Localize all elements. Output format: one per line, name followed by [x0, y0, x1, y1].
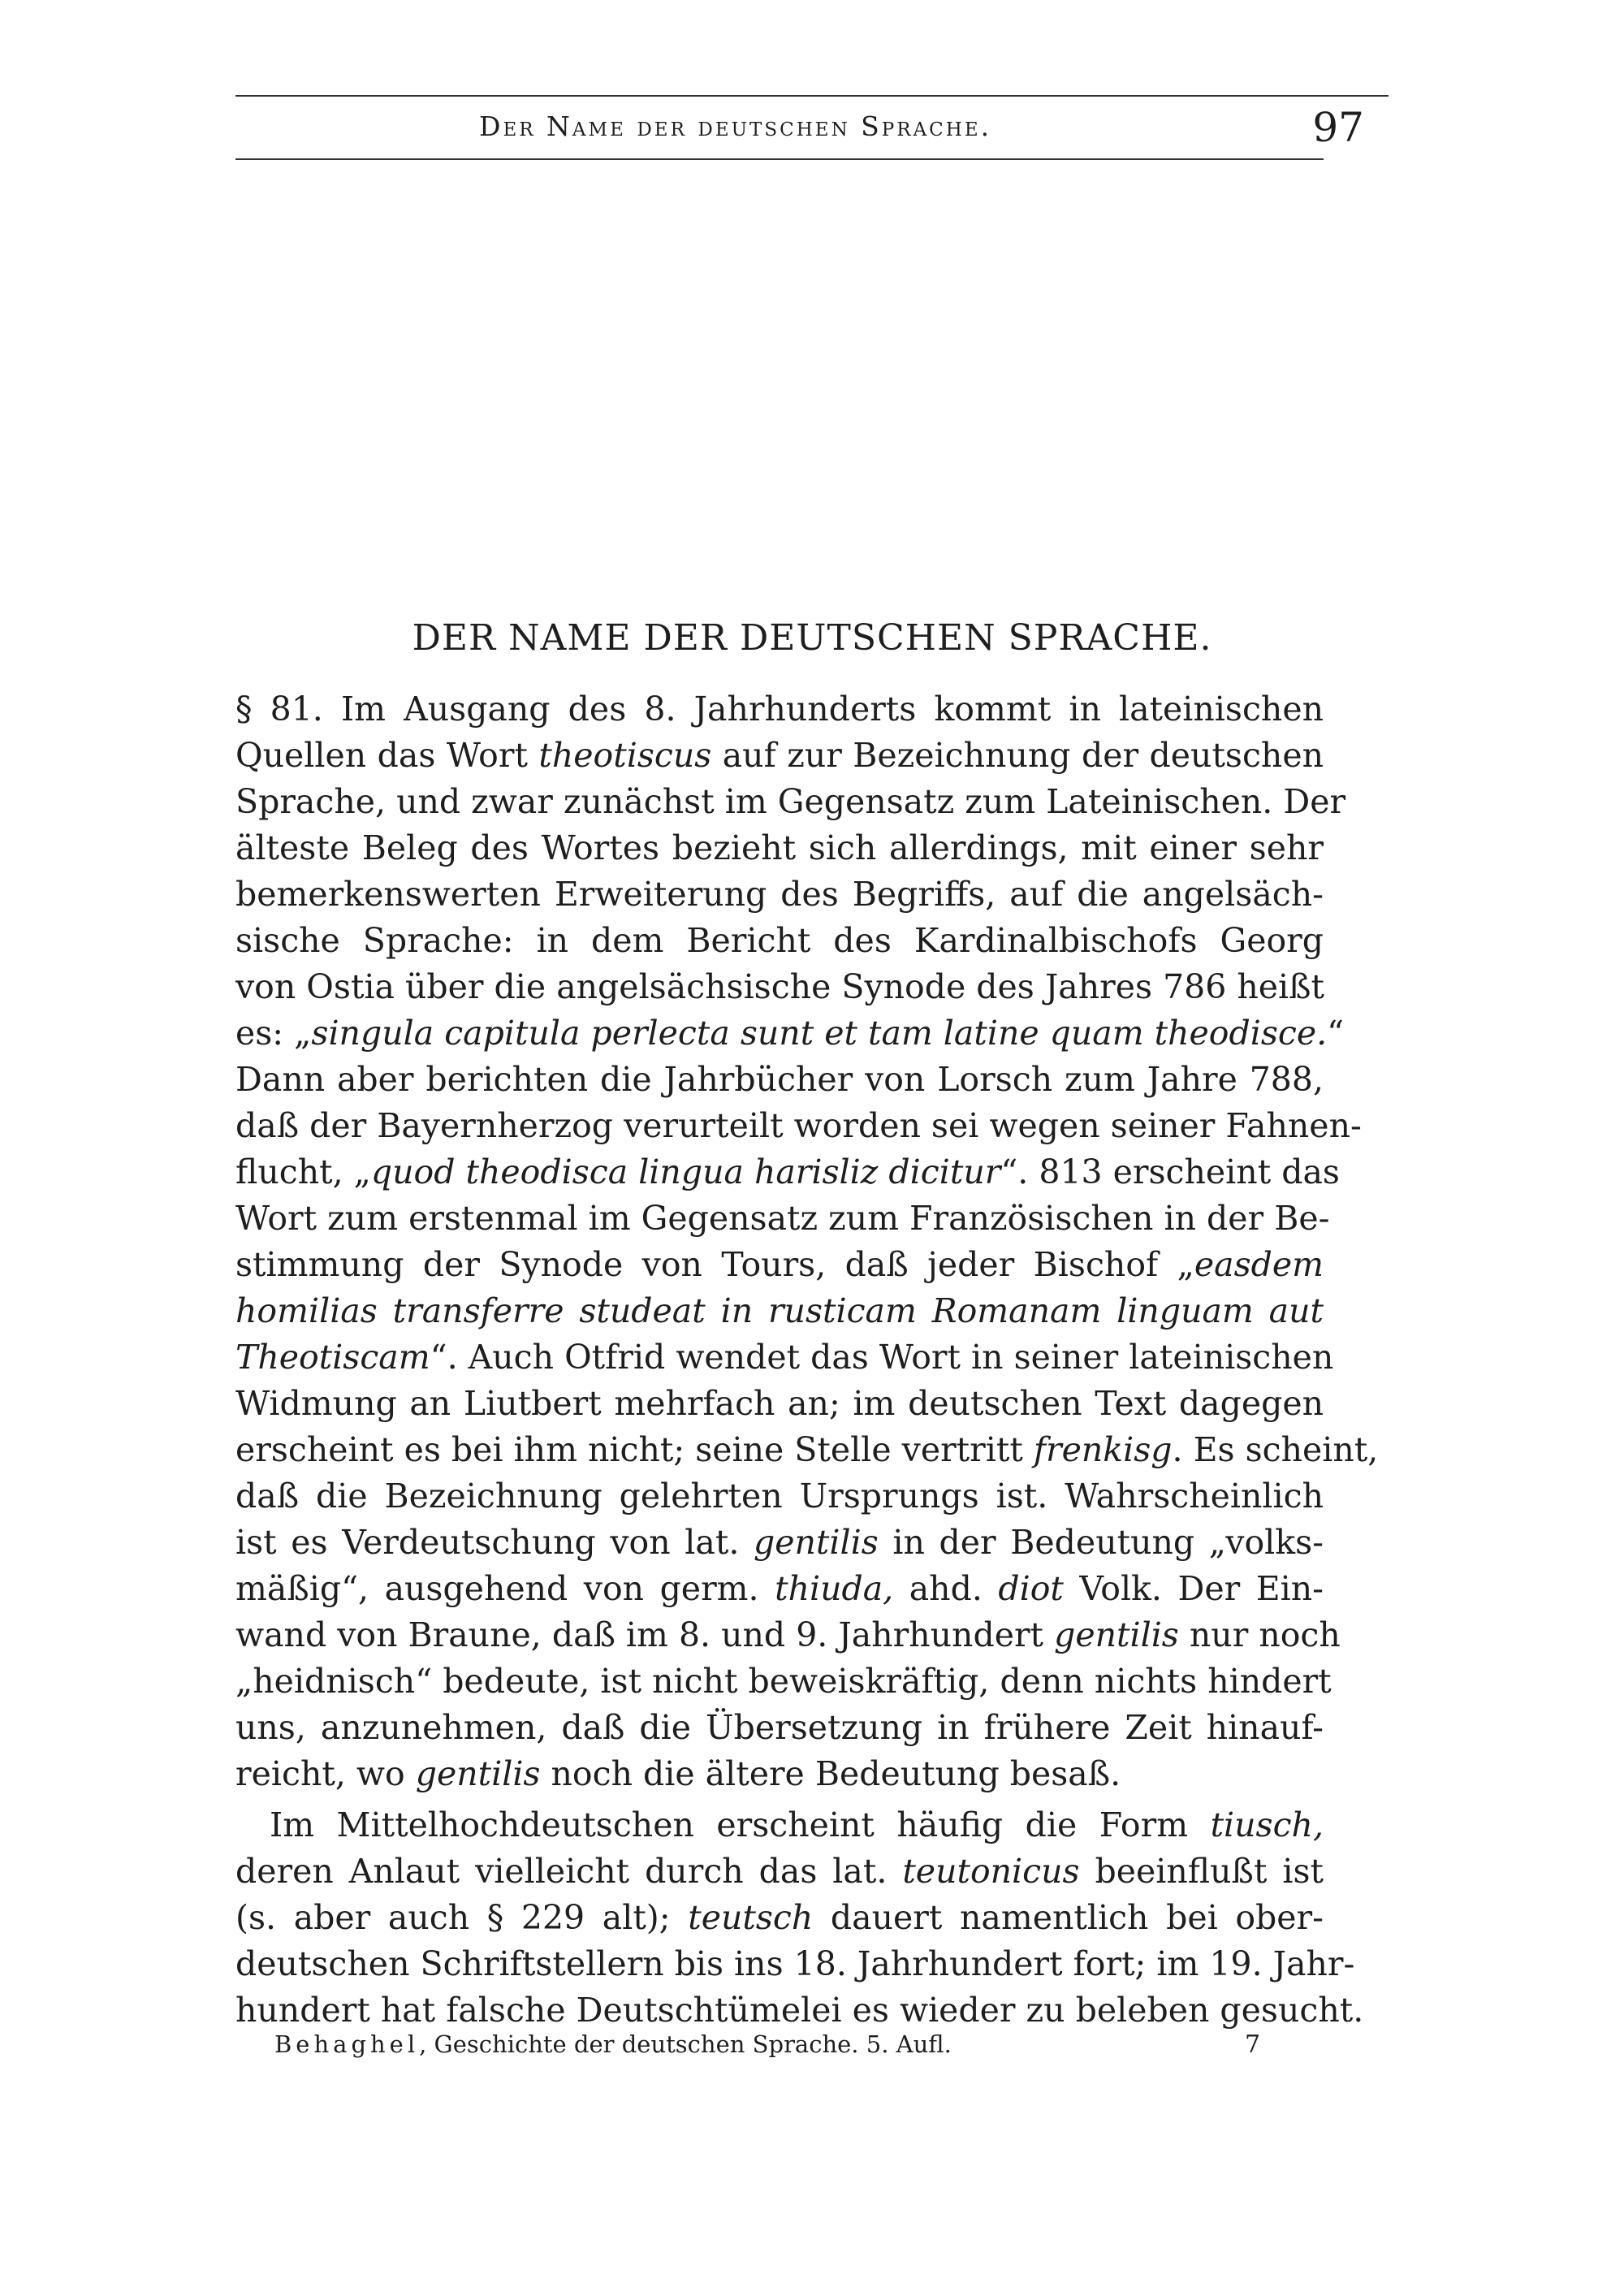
text-line [235, 1751, 1324, 1797]
italic-segment: gentilis [753, 1523, 879, 1562]
text-line [235, 1658, 1332, 1705]
text-segment: nur noch [1178, 1615, 1341, 1654]
signature-mark: 7 [1245, 2030, 1261, 2059]
italic-segment: gentilis [1054, 1615, 1179, 1654]
text-segment: noch die ältere Bedeutung besaß. [540, 1754, 1121, 1793]
italic-segment: tiusch, [1210, 1805, 1324, 1844]
text-line [235, 1427, 1379, 1473]
text-segment: wand von Braune, daß im 8. und 9. Jahrhundert [235, 1615, 1055, 1654]
body-text [235, 686, 1379, 2034]
text-segment: “. 813 erscheint das [1000, 1152, 1340, 1191]
footer-work: , Geschichte der deutschen Sprache. 5. Aufl. [419, 2030, 952, 2058]
text-line [235, 1705, 1324, 1751]
text-segment: stimmung der Synode von Tours, daß jeder Bischof „ [235, 1245, 1194, 1284]
italic-segment: quod theodisca lingua harisliz dicitur [370, 1152, 1001, 1191]
text-segment: Quellen das Wort [235, 736, 539, 775]
text-line [235, 1334, 1334, 1381]
text-segment: flucht, „ [235, 1152, 371, 1191]
text-line [235, 1288, 1324, 1334]
header-rule-bottom [235, 158, 1324, 160]
text-line [235, 1520, 1324, 1566]
text-segment: „heidnisch“ bedeute, ist nicht beweiskräftig, denn nichts hindert [235, 1662, 1332, 1701]
page-number: 97 [1312, 104, 1364, 151]
italic-segment: frenkisg [1033, 1430, 1173, 1469]
text-segment: reicht, wo [235, 1754, 416, 1793]
italic-segment: teutonicus [902, 1852, 1080, 1891]
text-line [235, 1057, 1324, 1103]
text-segment: Dann aber berichten die Jahrbücher von Lorsch zum Jahre 788, [235, 1060, 1324, 1099]
running-head [235, 104, 1389, 153]
italic-segment: singula capitula perlecta sunt et tam latine quam theodisce. [311, 1014, 1328, 1053]
text-line [235, 964, 1324, 1010]
text-segment: bemerkenswerten Erweiterung des Begriffs, auf die angelsäch- [235, 875, 1324, 914]
text-segment: ahd. [893, 1569, 999, 1608]
text-line [235, 1103, 1362, 1149]
text-segment: ist es Verdeutschung von lat. [235, 1523, 754, 1562]
text-line [235, 1987, 1364, 2034]
italic-segment: diot [998, 1569, 1064, 1608]
text-line [235, 733, 1324, 779]
text-segment: daß der Bayernherzog verurteilt worden sei wegen seiner Fahnen- [235, 1106, 1362, 1145]
text-line [235, 686, 1324, 733]
text-segment: Im Mittelhochdeutschen erscheint häufig die Form [270, 1805, 1211, 1844]
text-line [235, 1149, 1340, 1196]
italic-segment: theotiscus [538, 736, 712, 775]
text-line [235, 1612, 1341, 1658]
text-segment: älteste Beleg des Wortes bezieht sich allerdings, mit einer sehr [235, 828, 1324, 867]
text-segment: erscheint es bei ihm nicht; seine Stelle vertritt [235, 1430, 1034, 1469]
text-line [235, 1848, 1324, 1895]
text-segment: auf zur Bezeichnung der deutschen [711, 736, 1324, 775]
text-segment: von Ostia über die angelsächsische Synode des Jahres 786 heißt [235, 967, 1325, 1006]
text-segment: mäßig“, ausgehend von germ. [235, 1569, 775, 1608]
text-line [235, 779, 1346, 825]
text-line [235, 1895, 1324, 1941]
text-segment: in der Bedeutung „volks- [878, 1523, 1324, 1562]
text-segment: § 81. Im Ausgang des 8. Jahrhunderts kommt in lateinischen [235, 690, 1324, 729]
text-line [235, 871, 1324, 918]
text-line [235, 1242, 1324, 1288]
footer-author: Behaghel [274, 2030, 420, 2058]
text-line [235, 1941, 1355, 1987]
italic-segment: Theotiscam [235, 1338, 430, 1377]
text-line [235, 1381, 1324, 1427]
text-segment: beeinflußt ist [1079, 1852, 1324, 1891]
text-segment: es: „ [235, 1014, 312, 1053]
text-segment: deutschen Schriftstellern bis ins 18. Jahrhundert fort; im 19. Jahr- [235, 1944, 1355, 1983]
italic-segment: teutsch [688, 1898, 814, 1937]
text-segment: Wort zum erstenmal im Gegensatz zum Französischen in der Be- [235, 1199, 1330, 1238]
text-line [235, 1566, 1324, 1612]
text-segment: Widmung an Liutbert mehrfach an; im deutschen Text dagegen [235, 1384, 1324, 1423]
text-segment: “ [1327, 1014, 1345, 1053]
text-segment: dauert namentlich bei ober- [813, 1898, 1324, 1937]
text-segment: Volk. Der Ein- [1063, 1569, 1324, 1608]
footer [274, 2030, 1330, 2071]
text-segment: hundert hat falsche Deutschtümelei es wieder zu beleben gesucht. [235, 1991, 1364, 2030]
text-segment: uns, anzunehmen, daß die Übersetzung in frühere Zeit hinauf- [235, 1708, 1324, 1747]
running-title: Der Name der deutschen Sprache. [479, 110, 992, 142]
text-line [235, 1196, 1330, 1242]
text-line [235, 825, 1324, 871]
text-segment: . Es scheint, [1172, 1430, 1379, 1469]
italic-segment: thiuda, [775, 1569, 894, 1608]
italic-segment: homilias transferre studeat in rusticam Romanam linguam aut [235, 1291, 1324, 1330]
text-segment: Sprache, und zwar zunächst im Gegensatz zum Lateinischen. Der [235, 782, 1346, 821]
text-segment: deren Anlaut vielleicht durch das lat. [235, 1852, 903, 1891]
header-rule-top [235, 95, 1389, 97]
text-segment: sische Sprache: in dem Bericht des Kardinalbischofs Georg [235, 921, 1324, 960]
text-segment: daß die Bezeichnung gelehrten Ursprungs ist. Wahrscheinlich [235, 1477, 1324, 1516]
text-line [235, 1802, 1324, 1848]
italic-segment: easdem [1194, 1245, 1324, 1284]
text-line [235, 918, 1324, 964]
footer-citation [274, 2030, 952, 2058]
text-segment: (s. aber auch § 229 alt); [235, 1898, 689, 1937]
text-line [235, 1010, 1345, 1057]
text-segment: “. Auch Otfrid wendet das Wort in seiner lateinischen [430, 1338, 1334, 1377]
chapter-title: DER NAME DER DEUTSCHEN SPRACHE. [412, 617, 1212, 659]
text-line [235, 1473, 1324, 1520]
italic-segment: gentilis [415, 1754, 541, 1793]
